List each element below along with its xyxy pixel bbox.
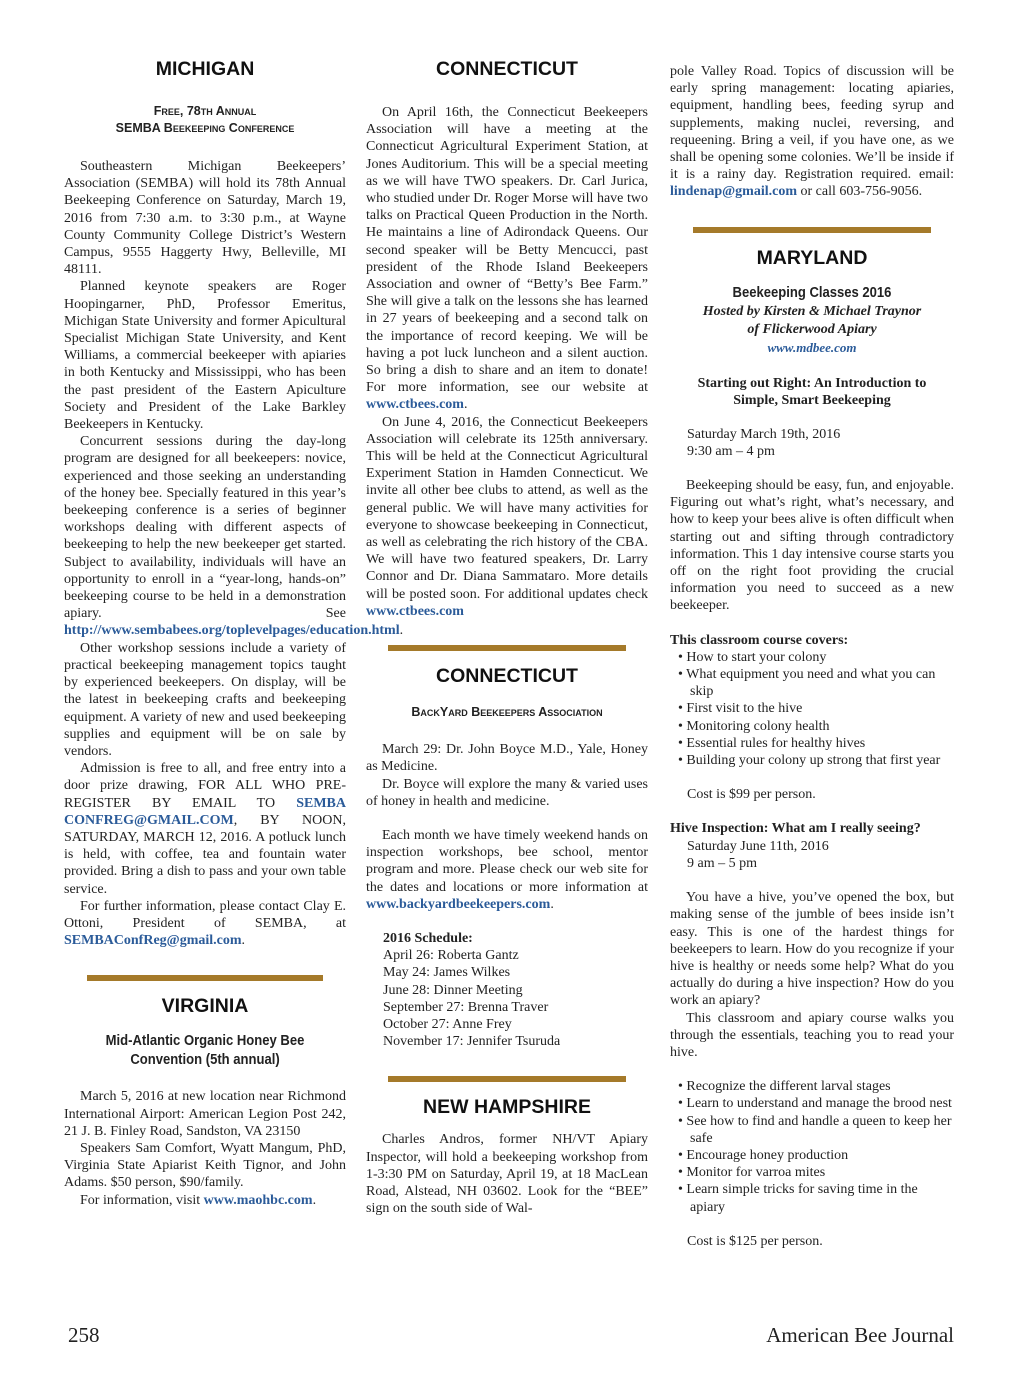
column-left <box>64 58 404 1209</box>
michigan-heading: MICHIGAN <box>155 58 255 80</box>
maryland-heading: MARYLAND <box>756 246 868 269</box>
list-item: • First visit to the hive <box>678 701 803 717</box>
schedule-item: April 26: Roberta Gantz <box>383 948 519 964</box>
course-2-cost: Cost is $125 per person. <box>687 1233 823 1249</box>
course-2-date: Saturday June 11th, 2016 <box>687 838 829 854</box>
maryland-apiary: of Flickerwood Apiary <box>747 321 877 337</box>
michigan-paragraph: Concurrent sessions during the day-long program are designed for all beekeepers: novice, experienced and those seeking an understanding of the honey bee. Specially featured in this year’s beekeeping conference is a series of beginner workshops dealing with different aspects of beekeeping to help the new beekeeper get started. Subject to availability, individuals will have an opportunity to enroll in a “year-long, hands-on” beekeeping course to be held in a demonstration apiary. See http://www.sembabees.org/toplevelpages/education.html. <box>64 434 404 639</box>
michigan-subtitle-1: Free, 78th Annual <box>153 104 257 118</box>
course-1-cost: Cost is $99 per person. <box>687 787 816 803</box>
page-number: 258 <box>68 1323 100 1347</box>
michigan-paragraph: Planned keynote speakers are Roger Hoopingarner, PhD, Professor Emeritus, Michigan State University and former Apicultural Specialist Michigan State University, and Kent Williams, a commercial beekeeper with apiaries in both Kentucky and Mississippi, who has been the past president of the Eastern Apiculture Society and President of the Lake Barkley Beekeepers in Kentucky. <box>64 279 346 433</box>
virginia-paragraph: Speakers Sam Comfort, Wyatt Mangum, PhD, Virginia State Apiarist Keith Tignor, and John Adams. $50 person, $90/family. <box>64 1140 346 1191</box>
new-hampshire-paragraph-continued: pole Valley Road. Topics of discussion will be early spring management: locating apiaries, equipment, handling bees, feeding syrup and supplements, making nuclei, reversing, and requeening. Bring a veil, if you have one, as we shall be opening some colonies. We’ll be inside if it is a rainy day. Registration required. email: lindenap@gmail.com or call 603-756-9056. <box>670 64 954 200</box>
maryland-hosted-by: Hosted by Kirsten & Michael Traynor <box>702 303 922 319</box>
semba-email-link[interactable]: SEMBA CONFREG@GMAIL.COM <box>64 795 346 828</box>
michigan-paragraph: Admission is free to all, and free entry into a door prize drawing, FOR ALL WHO PRE-REGISTER BY EMAIL TO SEMBA CONFREG@GMAIL.COM, BY NOON, SATURDAY, MARCH 12, 2016. A potluck lunch is held, with coffee, tea and fountain water provided. Bring a dish to pass and your own table service. <box>64 761 346 897</box>
new-hampshire-paragraph-start: Charles Andros, former NH/VT Apiary Inspector, will hold a beekeeping workshop from 1-3:30 PM on Saturday, April 19, at 18 MacLean Road, Alstead, NH 03602. Look for the “BEE” sign on the south side of Wal- <box>366 1132 648 1217</box>
list-item: • Recognize the different larval stages <box>678 1079 891 1095</box>
backyard-paragraph: Dr. Boyce will explore the many & varied uses of honey in health and medicine. <box>366 776 648 809</box>
course-1-paragraph: Beekeeping should be easy, fun, and enjoyable. Figuring out what’s right, what’s necessary, and how to keep your bees alive is often difficult when starting out and sifting through contradictory information. This 1 day intensive course starts you off on the right foot providing the crucial information you need to succeed as a new beekeeper. <box>670 478 954 614</box>
michigan-paragraph: For further information, please contact Clay E. Ottoni, President of SEMBA, at SEMBAConfReg@gmail.com. <box>64 898 346 949</box>
virginia-heading: VIRGINIA <box>161 995 249 1018</box>
semba-education-link[interactable]: http://www.sembabees.org/toplevelpages/education.html <box>64 623 400 639</box>
list-item: • How to start your colony <box>678 649 827 665</box>
journal-name: American Bee Journal <box>766 1323 954 1347</box>
michigan-paragraph: Other workshop sessions include a variety of practical beekeeping management topics taught by experienced beekeepers. On display, will be the latest in beekeeping crafts and beekeeping equipment. A variety of new and used beekeeping supplies and equipment will be on sale by vendors. <box>64 640 346 759</box>
list-item: • Monitor for varroa mites <box>678 1165 826 1181</box>
michigan-subtitle-2: SEMBA Beekeeping Conference <box>115 121 295 135</box>
column-right <box>670 63 954 1250</box>
schedule-block <box>366 930 648 1050</box>
connecticut-heading: CONNECTICUT <box>436 58 578 80</box>
course-covers-heading: This classroom course covers: <box>670 632 849 648</box>
list-item: • Monitoring colony health <box>678 718 830 734</box>
course-1-time: 9:30 am – 4 pm <box>687 443 775 459</box>
course-2-title: Hive Inspection: What am I really seeing? <box>670 821 921 837</box>
new-hampshire-heading: NEW HAMPSHIRE <box>423 1096 591 1119</box>
list-item: • Building your colony up strong that first year <box>678 753 941 769</box>
list-item: • Learn to understand and manage the brood nest <box>678 1096 952 1112</box>
course-1-date: Saturday March 19th, 2016 <box>687 426 841 442</box>
virginia-paragraph: For information, visit www.maohbc.com. <box>80 1192 317 1208</box>
maohbc-link[interactable]: www.maohbc.com <box>203 1192 313 1208</box>
course-2-paragraph: This classroom and apiary course walks you through the essentials, teaching you to read your hive. <box>670 1010 954 1060</box>
schedule-title: 2016 Schedule: <box>383 930 473 946</box>
backyardbeekeepers-link[interactable]: www.backyardbeekeepers.com <box>366 896 551 912</box>
backyard-paragraph: March 29: Dr. John Boyce M.D., Yale, Honey as Medicine. <box>366 742 648 775</box>
schedule-item: November 17: Jennifer Tsuruda <box>383 1034 561 1050</box>
column-middle <box>366 58 648 1217</box>
course-1-list <box>670 649 954 769</box>
michigan-paragraph: Southeastern Michigan Beekeepers’ Association (SEMBA) will hold its 78th Annual Beekeeping Conference on Saturday, March 19, 2016 from 7:30 a.m. to 3:30 p.m., at Wayne County Community College District’s Western Campus, 9555 Haggerty Hwy, Belleville, MI 48111. <box>64 159 346 278</box>
maryland-subtitle: Beekeeping Classes 2016 <box>732 284 892 301</box>
schedule-item: June 28: Dinner Meeting <box>383 982 523 998</box>
semba-contact-email-link[interactable]: SEMBAConfReg@gmail.com <box>64 933 242 949</box>
list-item: • Learn simple tricks for saving time in the apiary <box>678 1182 918 1215</box>
connecticut-paragraph: On April 16th, the Connecticut Beekeepers Association will have a meeting at the Connecticut Agricultural Experiment Station, at Jones Auditorium. This will be a special meeting as we will have TWO speakers. Dr. Carl Jurica, who studied under Dr. Roger Morse will have two talks on Practical Queen Production in the North. He maintains a line of Adirondack Queens. Our second speaker will be Betty Mencucci, past president of the Rhode Island Beekeepers Association and owner of “Betty’s Bee Farm.” She will give a talk on the lessons she has learned in 27 years of beekeeping and a second talk on the importance of record keeping. We will be having a pot luck luncheon and a silent auction. So bring a dish to share and an item to donate! For more information, see our website at www.ctbees.com. <box>366 105 648 413</box>
list-item: • Encourage honey production <box>678 1147 849 1163</box>
connecticut-paragraph: On June 4, 2016, the Connecticut Beekeepers Association will celebrate its 125th anniversary. This will be held at the Connecticut Agricultural Experiment Station in Hamden Connecticut. We invite all other bee clubs to attend, as well as the general public. We will have many activities for everyone to showcase beekeeping in Connecticut, as well as celebrating the rich history of the CBA. We will have two featured speakers, Dr. Larry Connor and Dr. Diana Sammataro. More details will be posted soon. For additional updates check www.ctbees.com <box>366 414 648 619</box>
course-2-time: 9 am – 5 pm <box>687 855 757 871</box>
backyard-beekeepers-subtitle: BackYard Beekeepers Association <box>411 705 603 720</box>
lindenap-email-link[interactable]: lindenap@gmail.com <box>670 184 797 200</box>
ctbees-link-2[interactable]: www.ctbees.com <box>366 603 464 619</box>
backyard-paragraph: Each month we have timely weekend hands on inspection workshops, bee school, mentor program and more. Please check our web site for the dates and locations or more information at www.backyardbeekeepers.com. <box>366 827 648 912</box>
virginia-paragraph: March 5, 2016 at new location near Richmond International Airport: American Legion Post 242, 21 J. B. Finley Road, Sandston, VA 23150 <box>64 1089 346 1139</box>
course-1-title: Starting out Right: An Introduction to Simple, Smart Beekeeping <box>697 375 927 408</box>
schedule-item: September 27: Brenna Traver <box>383 999 549 1015</box>
list-item: • See how to find and handle a queen to keep her safe <box>678 1113 952 1146</box>
mdbee-link[interactable]: www.mdbee.com <box>767 339 857 355</box>
ctbees-link[interactable]: www.ctbees.com <box>366 397 464 413</box>
course-2-paragraph: You have a hive, you’ve opened the box, but making sense of the jumble of bees inside isn’t easy. This is one of the hardest things for beekeepers to learn. How do you recognize if your hive is healthy or needs some help? What do you actually do during a hive inspection? How do you work an apiary? <box>670 890 954 1009</box>
schedule-item: October 27: Anne Frey <box>383 1016 512 1032</box>
virginia-subtitle: Mid-Atlantic Organic Honey Bee Convention (5th annual) <box>105 1033 305 1069</box>
schedule-item: May 24: James Wilkes <box>383 965 511 981</box>
list-item: • Essential rules for healthy hives <box>678 735 866 751</box>
course-2-list <box>670 1078 954 1216</box>
connecticut-heading-2: CONNECTICUT <box>436 665 578 688</box>
list-item: • What equipment you need and what you can skip <box>678 667 936 700</box>
